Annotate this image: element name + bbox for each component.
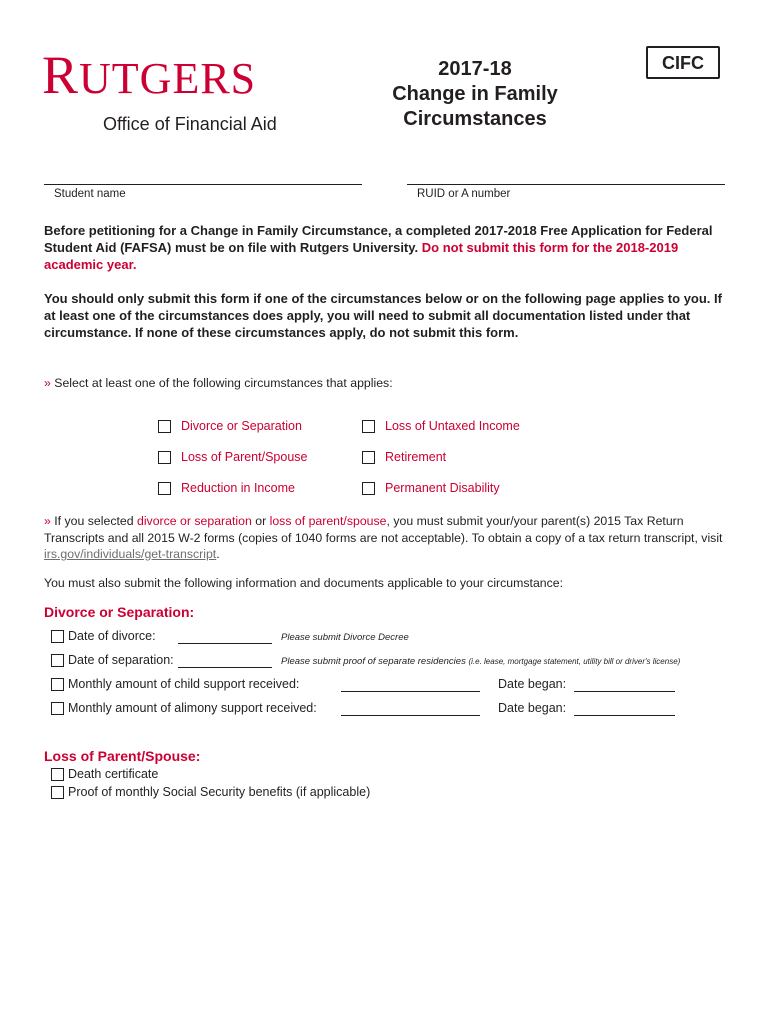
child-support-date-began-field[interactable] [574, 691, 675, 692]
student-name-field[interactable] [44, 184, 362, 185]
date-of-separation-field[interactable] [178, 667, 272, 668]
ruid-label: RUID or A number [417, 188, 511, 200]
alimony-amount-field[interactable] [341, 715, 480, 716]
transcript-instructions [44, 513, 734, 563]
retirement-option-label: Retirement [385, 450, 447, 464]
ruid-field[interactable] [407, 184, 725, 185]
intro-paragraph-2 [44, 290, 734, 341]
text-segment: , you must submit your/your parent(s) 2015 Tax Return Transcripts and all 2015 W-2 forms (copies of 1040 forms are not acceptable). To obtain a copy of a tax return transcript, visit [44, 514, 723, 545]
date-of-separation-checkbox[interactable] [51, 654, 64, 667]
income-reduction-option-label: Reduction in Income [181, 481, 295, 495]
loss-section-title: Loss of Parent/Spouse: [44, 748, 201, 764]
date-of-divorce-checkbox[interactable] [51, 630, 64, 643]
separation-note-detail: (i.e. lease, mortgage statement, utility bill or driver's license) [468, 657, 681, 666]
date-of-divorce-label: Date of divorce: [68, 629, 156, 643]
divorce-option-label: Divorce or Separation [181, 419, 302, 433]
rutgers-logo [42, 45, 257, 105]
child-support-amount-field[interactable] [341, 691, 480, 692]
death-certificate-label: Death certificate [68, 767, 159, 781]
child-support-label: Monthly amount of child support received: [68, 677, 300, 691]
untaxed-income-option-label: Loss of Untaxed Income [385, 419, 520, 433]
logo-subtitle: Office of Financial Aid [103, 114, 277, 134]
divorce-decree-note: Please submit Divorce Decree [281, 632, 409, 643]
logo-wordmark: UTGERS [79, 54, 257, 103]
student-name-label: Student name [54, 188, 126, 200]
form-title-year: 2017-18 [438, 58, 512, 80]
alimony-date-began-label: Date began: [498, 701, 567, 715]
text-segment: If you selected [54, 514, 137, 528]
select-prompt [44, 375, 734, 392]
text-segment: or [251, 514, 270, 528]
income-reduction-checkbox[interactable] [158, 482, 171, 495]
parent-loss-checkbox[interactable] [158, 451, 171, 464]
untaxed-income-checkbox[interactable] [362, 420, 375, 433]
intro-paragraph-1 [44, 222, 734, 273]
disability-option-label: Permanent Disability [385, 481, 500, 495]
also-submit-text: You must also submit the following information and documents applicable to your circumstance: [44, 576, 564, 590]
parent-loss-option-label: Loss of Parent/Spouse [181, 450, 308, 464]
child-support-date-began-label: Date began: [498, 677, 567, 691]
highlighted-text: » [44, 376, 55, 390]
text-segment: Before petitioning for a Change in Family Circumstance, a completed 2017-2018 Free Application for Federal Student Aid (FAFSA) must be on file with Rutgers University. [44, 223, 713, 255]
alimony-date-began-field[interactable] [574, 715, 675, 716]
alimony-label: Monthly amount of alimony support received: [68, 701, 317, 715]
divorce-checkbox[interactable] [158, 420, 171, 433]
irs-transcript-link[interactable]: irs.gov/individuals/get-transcript [44, 547, 217, 561]
separation-note-main: Please submit proof of separate residencies [281, 656, 466, 667]
child-support-checkbox[interactable] [51, 678, 64, 691]
separation-note [281, 656, 680, 668]
form-code-badge: CIFC [646, 46, 720, 79]
disability-checkbox[interactable] [362, 482, 375, 495]
highlighted-text: divorce or separation [136, 514, 252, 528]
text-segment: . [216, 547, 220, 561]
death-certificate-checkbox[interactable] [51, 768, 64, 781]
divorce-section-title: Divorce or Separation: [44, 604, 195, 620]
highlighted-text: » [44, 514, 55, 528]
highlighted-text: Do not submit this form for the 2018-2019 academic year. [44, 240, 679, 272]
alimony-checkbox[interactable] [51, 702, 64, 715]
date-of-separation-label: Date of separation: [68, 653, 174, 667]
retirement-checkbox[interactable] [362, 451, 375, 464]
ss-benefits-label: Proof of monthly Social Security benefits (if applicable) [68, 785, 371, 799]
highlighted-text: loss of parent/spouse [269, 514, 387, 528]
ss-benefits-checkbox[interactable] [51, 786, 64, 799]
form-title-line3: Circumstances [403, 108, 547, 130]
text-segment: You should only submit this form if one of the circumstances below or on the following page applies to you. If at least one of the circumstances does apply, you will need to submit all documentation listed under that circumstance. If none of these circumstances apply, do not submit this form. [44, 291, 722, 340]
form-title-line2: Change in Family [392, 83, 558, 105]
date-of-divorce-field[interactable] [178, 643, 272, 644]
logo-initial: R [42, 45, 80, 105]
text-segment: Select at least one of the following circumstances that applies: [54, 376, 393, 390]
